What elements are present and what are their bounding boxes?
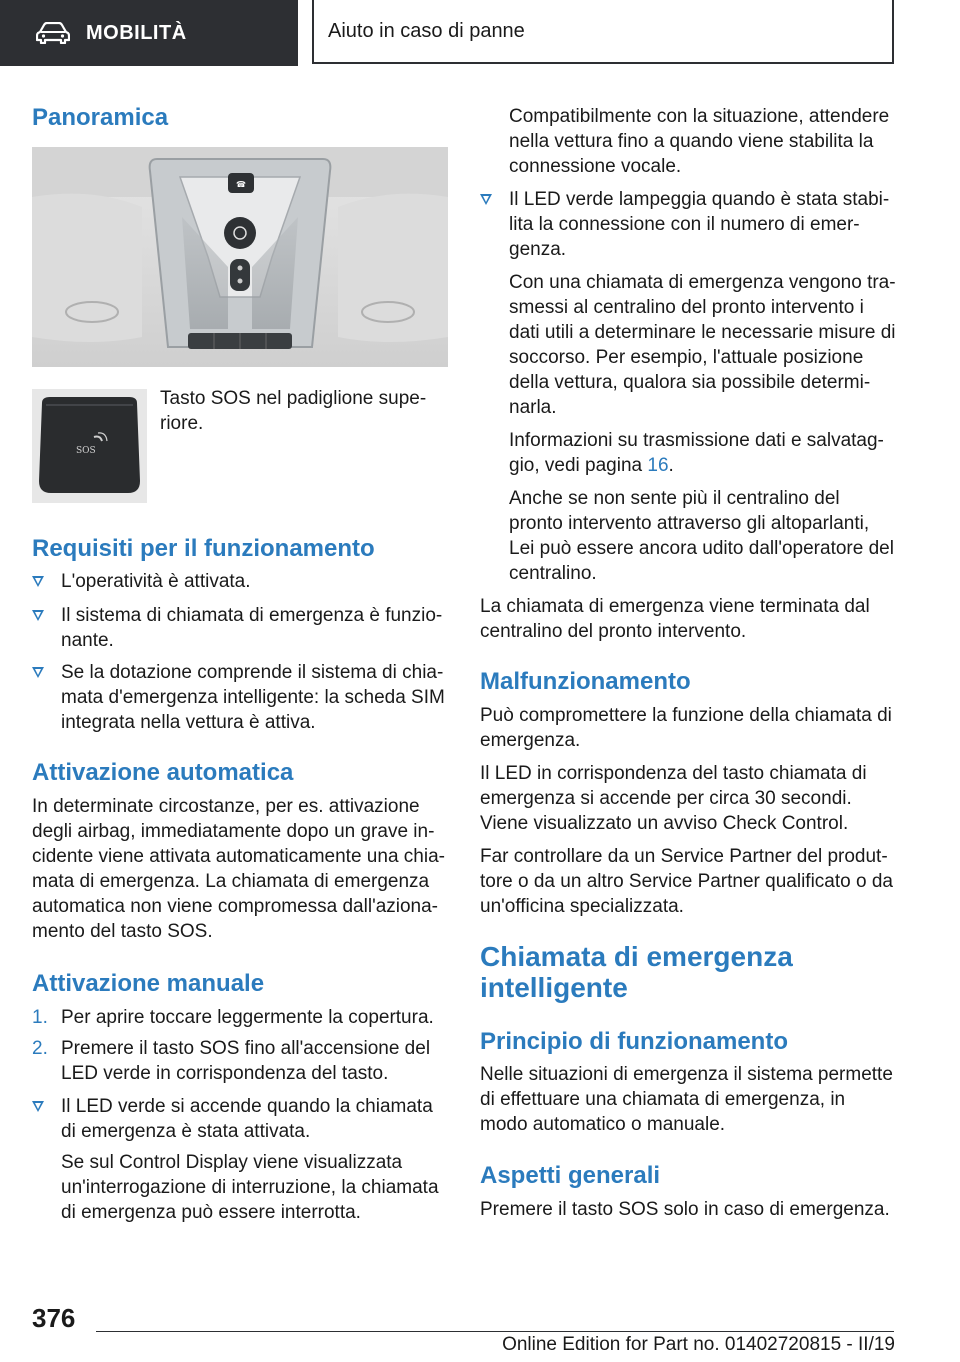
chapter-tab[interactable]: [312, 0, 894, 64]
malfunction-line: Far controllare da un Service Partner del produt‐: [480, 846, 888, 867]
photo-caption-line-1: Tasto SOS nel padiglione supe‐: [160, 388, 427, 409]
blink-sub-line: centralino.: [509, 563, 597, 584]
cont-para-line: nella vettura fino a quando viene stabilita la: [509, 131, 874, 152]
malfunction-line: un'officina specializzata.: [480, 896, 684, 917]
blink-sub-line: dati utili a determinare le necessarie misure di: [509, 322, 896, 343]
blink-sub-line: soccorso. Per esempio, l'attuale posizione: [509, 347, 864, 368]
triangle-bullet-icon: [32, 610, 44, 621]
triangle-bullet-icon: [32, 576, 44, 587]
principle-heading: Principio di funzionamento: [480, 1028, 788, 1055]
led-sub-line: Se sul Control Display viene visualizzata: [61, 1152, 403, 1173]
page-header: [0, 0, 960, 68]
section-label: MOBILITÀ: [86, 21, 187, 44]
sos-button-photo: [32, 389, 147, 503]
malfunction-line: emergenza si accende per circa 30 secondi.: [480, 788, 852, 809]
auto-text-line: mata di emergenza. La chiamata di emergenza: [32, 871, 430, 892]
led-sub-line: di emergenza può essere interrotta.: [61, 1202, 361, 1223]
overview-heading: Panoramica: [32, 104, 169, 131]
general-heading: Aspetti generali: [480, 1162, 661, 1189]
requirements-heading: Requisiti per il funzionamento: [32, 535, 375, 562]
auto-text-line: automatica non viene compromessa dall'aziona‐: [32, 896, 439, 917]
triangle-bullet-icon: [480, 194, 492, 205]
intelligent-call-heading: Chiamata di emergenza: [480, 941, 793, 972]
overhead-console-photo: [32, 147, 448, 367]
blink-sub-line: Anche se non sente più il centralino del: [509, 488, 840, 509]
blink-sub-line: pronto intervento attraverso gli altoparlanti,: [509, 513, 870, 534]
section-tab[interactable]: [0, 0, 298, 66]
cont-para-line: Compatibilmente con la situazione, attendere: [509, 106, 890, 127]
intelligent-call-heading: intelligente: [480, 972, 628, 1003]
car-icon: [36, 22, 70, 44]
malfunction-line: Può compromettere la funzione della chiamata di: [480, 705, 892, 726]
end-para-line: centralino del pronto intervento.: [480, 621, 747, 642]
blink-sub-line: della vettura, qualora sia possibile determi‐: [509, 372, 871, 393]
blink-sub-line: smessi al centralino del pronto intervento i: [509, 297, 864, 318]
photo-caption-line-2: riore.: [160, 413, 204, 434]
triangle-bullet-icon: [32, 1101, 44, 1112]
chapter-label: Aiuto in caso di panne: [328, 19, 525, 42]
edition-note: Online Edition for Part no. 01402720815 - II/19: [502, 1334, 895, 1355]
malfunction-line: Il LED in corrispondenza del tasto chiamata di: [480, 763, 867, 784]
principle-line: modo automatico o manuale.: [480, 1114, 726, 1135]
blink-sub-line: narla.: [509, 397, 557, 418]
page-link[interactable]: 16: [647, 455, 669, 476]
footer-divider: [96, 1331, 894, 1332]
step-number: 2.: [32, 1038, 48, 1059]
general-line: Premere il tasto SOS solo in caso di emergenza.: [480, 1199, 890, 1220]
auto-text-line: cidente viene attivata automaticamente una chia‐: [32, 846, 445, 867]
blink-sub-line: Con una chiamata di emergenza vengono tra‐: [509, 272, 896, 293]
led-sub-line: un'interrogazione di interruzione, la chiamata: [61, 1177, 439, 1198]
malfunction-line: emergenza.: [480, 730, 581, 751]
auto-text-line: degli airbag, immediatamente dopo un grave in‐: [32, 821, 435, 842]
manual-activation-heading: Attivazione manuale: [32, 970, 265, 997]
cont-para-line: connessione vocale.: [509, 156, 682, 177]
auto-text-line: mento del tasto SOS.: [32, 921, 213, 942]
data-info-line: Informazioni su trasmissione dati e salvatag‐: [509, 430, 884, 451]
malfunction-heading: Malfunzionamento: [480, 668, 691, 695]
triangle-bullet-icon: [32, 667, 44, 678]
sos-label: SOS: [76, 446, 96, 456]
malfunction-line: Viene visualizzato un avviso Check Control.: [480, 813, 849, 834]
page-number: 376: [32, 1303, 76, 1333]
blink-sub-line: Lei può essere ancora udito dall'operatore del: [509, 538, 894, 559]
principle-line: di effettuare una chiamata di emergenza, in: [480, 1089, 846, 1110]
svg-text:☎: ☎: [236, 180, 246, 189]
auto-text-line: In determinate circostanze, per es. attivazione: [32, 796, 420, 817]
principle-line: Nelle situazioni di emergenza il sistema permette: [480, 1064, 893, 1085]
end-para-line: La chiamata di emergenza viene terminata dal: [480, 596, 870, 617]
step-number: 1.: [32, 1007, 48, 1028]
malfunction-line: tore o da un altro Service Partner qualificato o da: [480, 871, 893, 892]
auto-activation-heading: Attivazione automatica: [32, 759, 294, 786]
data-info-line: gio, vedi pagina 16.: [509, 455, 674, 476]
